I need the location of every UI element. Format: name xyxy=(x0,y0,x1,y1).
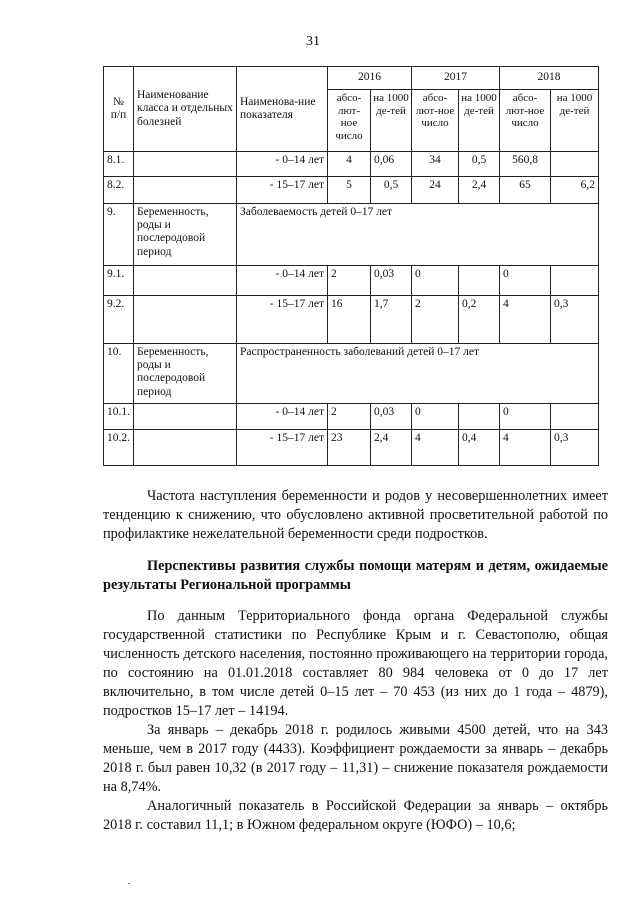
scan-speck xyxy=(128,883,130,884)
cell-value: 0,06 xyxy=(371,152,412,177)
header-per-1000: на 1000 де-тей xyxy=(371,90,412,152)
cell-value: 0 xyxy=(412,266,459,296)
cell-value: 4 xyxy=(500,296,551,344)
header-per-1000: на 1000 де-тей xyxy=(551,90,599,152)
header-year: 2017 xyxy=(412,67,500,90)
row-num: 10.1. xyxy=(104,404,134,430)
cell-value: 2 xyxy=(328,266,371,296)
paragraph-text: За январь – декабрь 2018 г. родилось живыми 4500 детей, что на 343 меньше, чем в 2017 году (4433). Коэффициент рождаемости за январь – декабрь 2018 г. был равен 10,32 (в 2017 году – 11,31) – снижение показателя рождаемости на 8,74%. xyxy=(103,722,608,795)
cell-value: 2,4 xyxy=(371,430,412,466)
row-num: 10.2. xyxy=(104,430,134,466)
header-abs: абсо-лют-ное число xyxy=(328,90,371,152)
cell-value: 4 xyxy=(412,430,459,466)
cell-value: 2 xyxy=(328,404,371,430)
row-num: 9.1. xyxy=(104,266,134,296)
table-row xyxy=(104,177,599,204)
cell-value: 0,4 xyxy=(459,430,500,466)
row-class xyxy=(134,430,237,466)
header-indicator: Наименова-ние показателя xyxy=(237,67,328,152)
paragraph-text: Аналогичный показатель в Российской Федерации за январь – октябрь 2018 г. составил 11,1; в Южном федеральном округе (ЮФО) – 10,6; xyxy=(103,798,608,833)
page-number: 31 xyxy=(306,34,320,49)
row-section-title: Заболеваемость детей 0–17 лет xyxy=(237,204,599,266)
row-class xyxy=(134,404,237,430)
row-class xyxy=(134,152,237,177)
cell-value: 560,8 xyxy=(500,152,551,177)
row-class xyxy=(134,266,237,296)
cell-value xyxy=(459,404,500,430)
row-indicator: - 15–17 лет xyxy=(237,430,328,466)
cell-value: 0 xyxy=(412,404,459,430)
row-section-title: Распространенность заболеваний детей 0–17 лет xyxy=(237,344,599,404)
table-row xyxy=(104,404,599,430)
cell-value xyxy=(551,152,599,177)
statistics-table xyxy=(103,66,599,466)
cell-value: 2 xyxy=(412,296,459,344)
row-num: 10. xyxy=(104,344,134,404)
header-abs: абсо-лют-ное число xyxy=(500,90,551,152)
cell-value: 0,03 xyxy=(371,266,412,296)
section-heading: Перспективы развития службы помощи матерям и детям, ожидаемые результаты Региональной программы xyxy=(103,558,608,593)
table-row xyxy=(104,296,599,344)
row-num: 9. xyxy=(104,204,134,266)
table-row xyxy=(104,204,599,266)
row-num: 9.2. xyxy=(104,296,134,344)
cell-value: 0,2 xyxy=(459,296,500,344)
cell-value: 65 xyxy=(500,177,551,204)
paragraph-text: По данным Территориального фонда органа Федеральной службы государственной статистики по Республике Крым и г. Севастополю, общая численность детского населения, постоянно проживающего на территории города, по состоянию на 01.01.2018 составляет 80 984 человека от 0 до 17 лет включительно, в том числе детей 0–15 лет – 70 453 (из них до 1 года – 4879), подростков 15–17 лет – 14194. xyxy=(103,608,608,719)
paragraph-text: Частота наступления беременности и родов у несовершеннолетних имеет тенденцию к снижению, что обусловлено активной просветительной работой по профилактике нежелательной беременности среди подростков. xyxy=(103,488,608,542)
row-class: Беременность, роды и послеродовой период xyxy=(134,344,237,404)
cell-value: 0,5 xyxy=(459,152,500,177)
cell-value: 0 xyxy=(500,266,551,296)
header-year: 2016 xyxy=(328,67,412,90)
cell-value: 34 xyxy=(412,152,459,177)
cell-value: 24 xyxy=(412,177,459,204)
cell-value: 16 xyxy=(328,296,371,344)
header-class-name: Наименование класса и отдельных болезней xyxy=(134,67,237,152)
row-class xyxy=(134,177,237,204)
cell-value: 0,03 xyxy=(371,404,412,430)
cell-value: 5 xyxy=(328,177,371,204)
row-indicator: - 15–17 лет xyxy=(237,296,328,344)
cell-value xyxy=(459,266,500,296)
row-num: 8.1. xyxy=(104,152,134,177)
cell-value: 23 xyxy=(328,430,371,466)
cell-value: 1,7 xyxy=(371,296,412,344)
header-abs: абсо-лют-ное число xyxy=(412,90,459,152)
cell-value xyxy=(551,404,599,430)
cell-value: 4 xyxy=(328,152,371,177)
row-indicator: - 0–14 лет xyxy=(237,404,328,430)
cell-value xyxy=(551,266,599,296)
cell-value: 4 xyxy=(500,430,551,466)
paragraph-population xyxy=(103,607,608,835)
cell-value: 0,5 xyxy=(371,177,412,204)
cell-value: 2,4 xyxy=(459,177,500,204)
paragraph-pregnancy-trend xyxy=(103,487,608,544)
header-year: 2018 xyxy=(500,67,599,90)
table-row xyxy=(104,266,599,296)
cell-value: 0,3 xyxy=(551,296,599,344)
cell-value: 6,2 xyxy=(551,177,599,204)
table-row xyxy=(104,430,599,466)
row-class: Беременность, роды и послеродовой период xyxy=(134,204,237,266)
row-indicator: - 15–17 лет xyxy=(237,177,328,204)
row-class xyxy=(134,296,237,344)
table-row xyxy=(104,344,599,404)
cell-value: 0,3 xyxy=(551,430,599,466)
row-indicator: - 0–14 лет xyxy=(237,152,328,177)
header-num: № п/п xyxy=(104,67,134,152)
row-indicator: - 0–14 лет xyxy=(237,266,328,296)
row-num: 8.2. xyxy=(104,177,134,204)
cell-value: 0 xyxy=(500,404,551,430)
header-per-1000: на 1000 де-тей xyxy=(459,90,500,152)
table-row xyxy=(104,152,599,177)
